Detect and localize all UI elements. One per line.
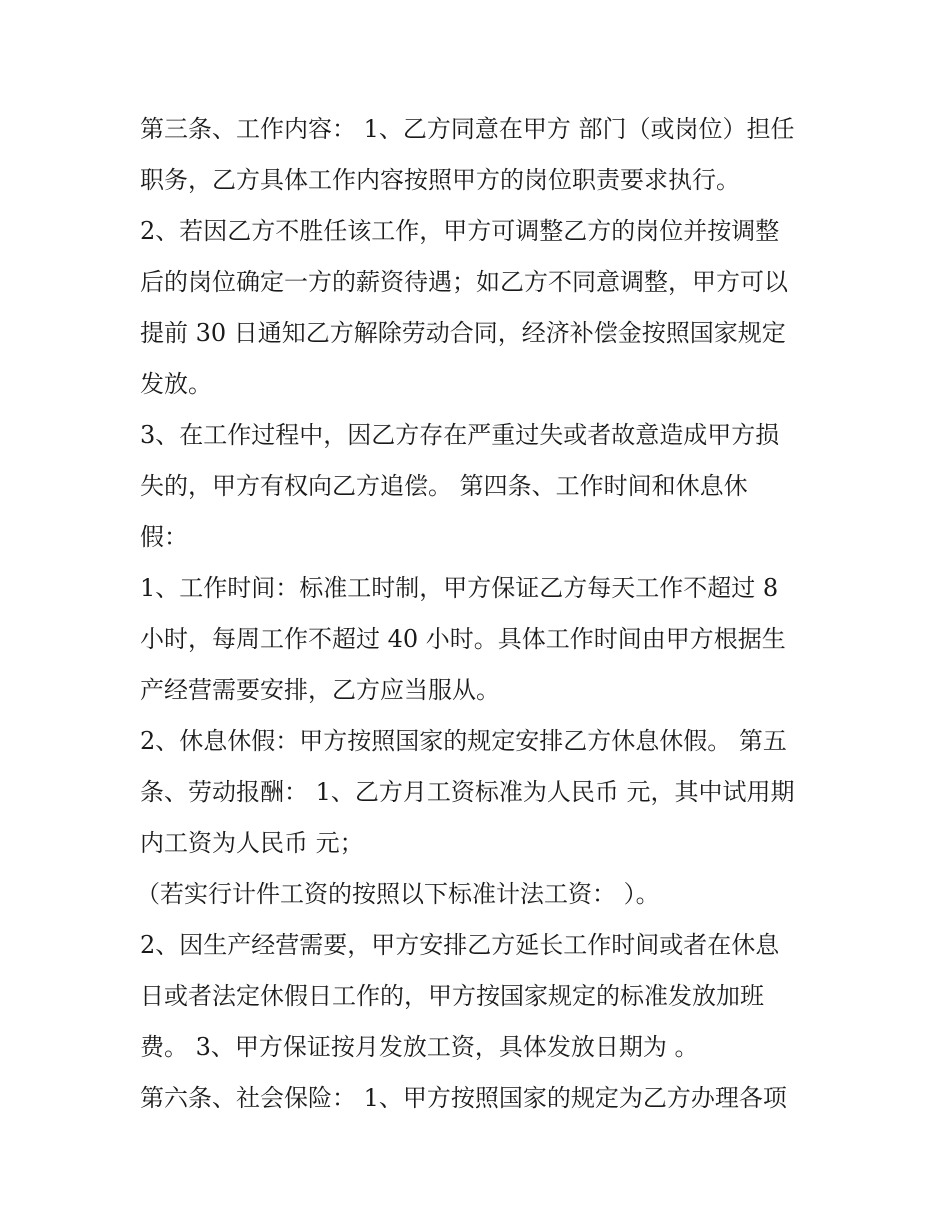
text-line: （若实行计件工资的按照以下标准计法工资： ）。 [136,880,660,908]
text-line: 产经营需要安排，乙方应当服从。 [140,676,500,704]
text-line: 第三条、工作内容： 1、乙方同意在甲方 部门（或岗位）担任 [140,115,795,143]
text-line: 第六条、社会保险： 1、甲方按照国家的规定为乙方办理各项 [140,1084,787,1112]
text-line: 2、若因乙方不胜任该工作，甲方可调整乙方的岗位并按调整 [140,217,780,245]
text-line: 职务，乙方具体工作内容按照甲方的岗位职责要求执行。 [140,166,740,194]
text-line: 提前 30 日通知乙方解除劳动合同，经济补偿金按照国家规定 [140,319,786,347]
text-line: 发放。 [140,370,212,398]
text-line: 2、因生产经营需要，甲方安排乙方延长工作时间或者在休息 [140,931,780,959]
text-line: 小时，每周工作不超过 40 小时。具体工作时间由甲方根据生 [140,625,786,653]
text-line: 3、在工作过程中，因乙方存在严重过失或者故意造成甲方损 [140,421,780,449]
text-line: 后的岗位确定一方的薪资待遇；如乙方不同意调整，甲方可以 [140,268,788,296]
text-line: 费。 3、甲方保证按月发放工资，具体发放日期为 。 [140,1033,699,1061]
text-line: 1、工作时间：标准工时制，甲方保证乙方每天工作不超过 8 [140,574,779,602]
text-line: 内工资为人民币 元； [140,829,364,857]
text-line: 条、劳动报酬： 1、乙方月工资标准为人民币 元，其中试用期 [140,778,795,806]
text-line: 假： [140,523,188,551]
text-line: 2、休息休假：甲方按照国家的规定安排乙方休息休假。 第五 [140,727,787,755]
text-line: 日或者法定休假日工作的，甲方按国家规定的标准发放加班 [140,982,764,1010]
text-line: 失的，甲方有权向乙方追偿。 第四条、工作时间和休息休 [140,472,748,500]
document-body [136,104,820,1124]
